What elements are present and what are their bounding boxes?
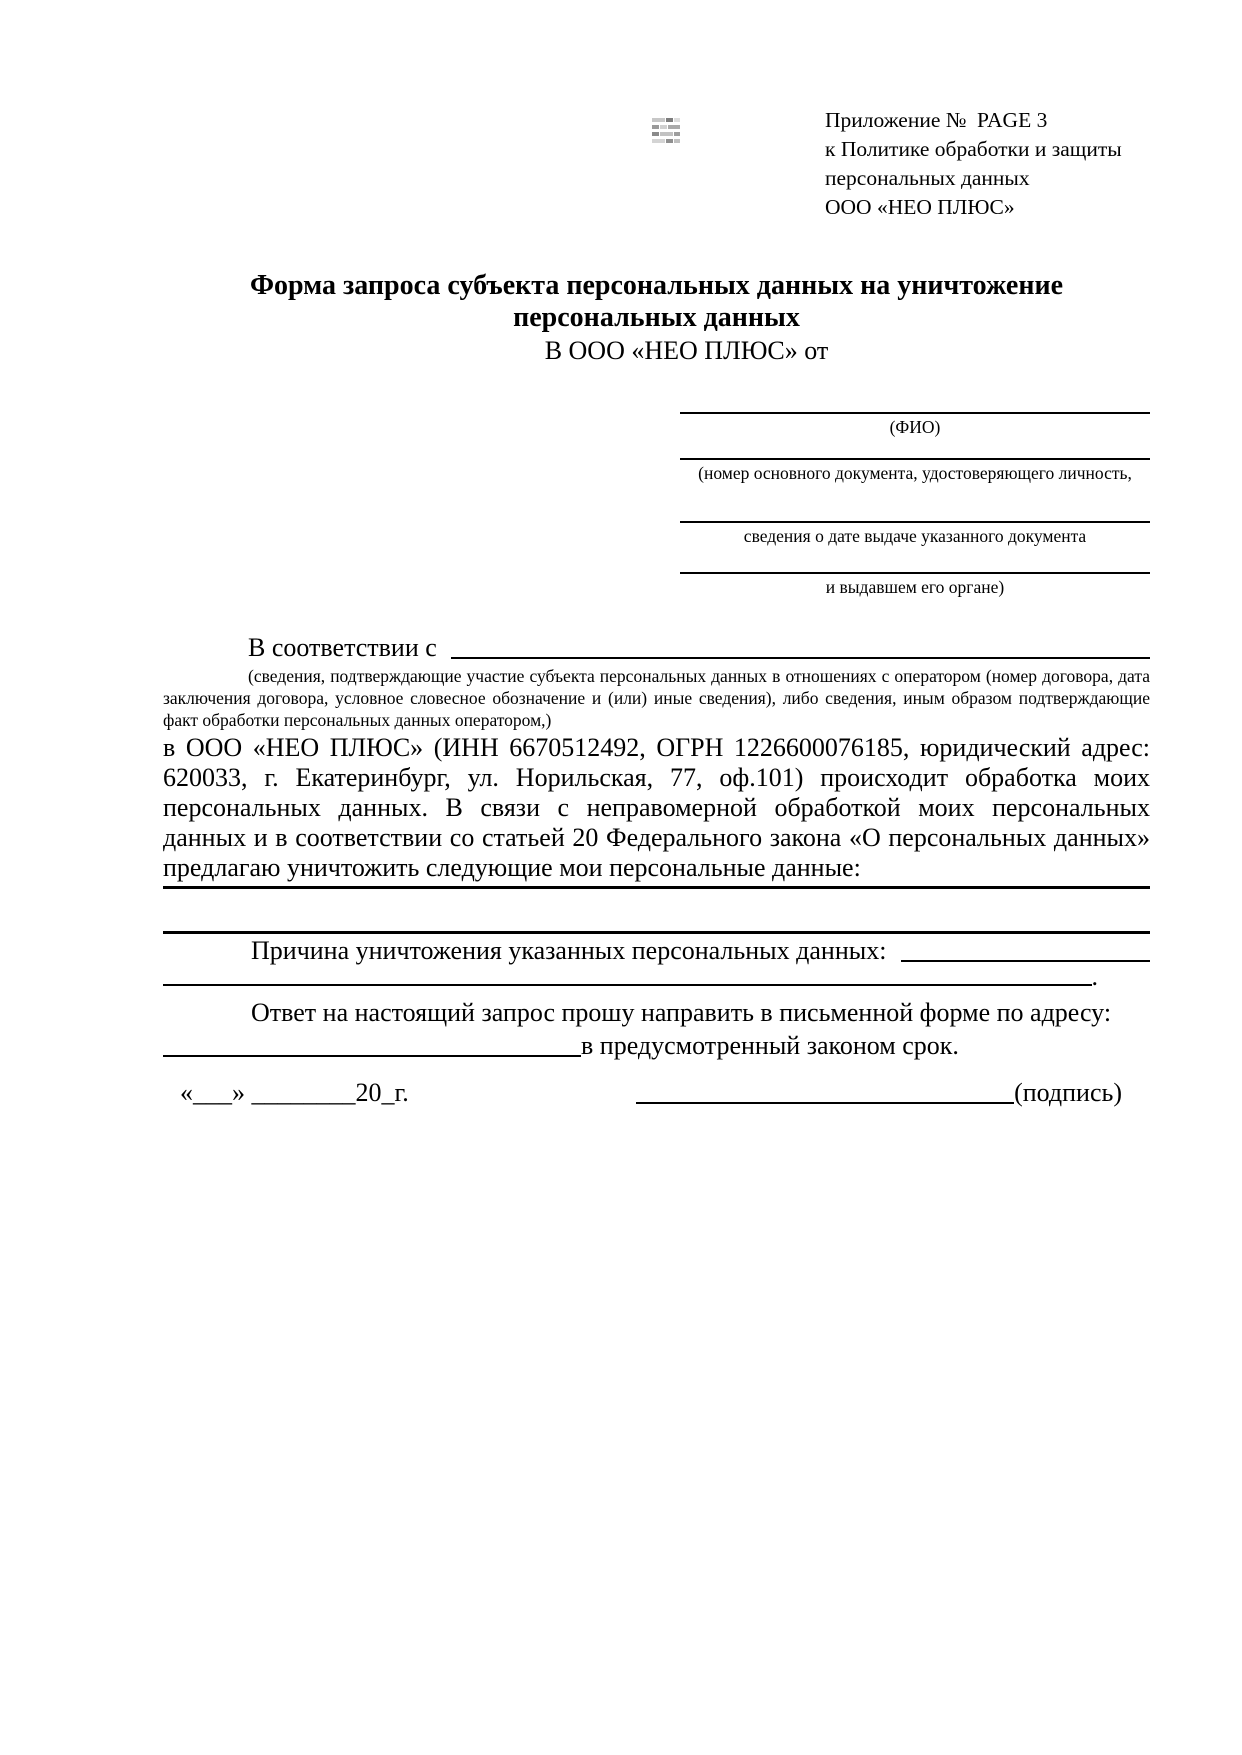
appendix-header xyxy=(825,106,1165,222)
response-request-line: Ответ на настоящий запрос прошу направить в письменной форме по адресу: xyxy=(251,998,1112,1027)
accordance-row xyxy=(163,630,1150,663)
signature-block xyxy=(636,1078,1150,1108)
appendix-policy-line2: персональных данных xyxy=(825,166,1030,190)
addressee-line: В ООО «НЕО ПЛЮС» от xyxy=(544,336,829,365)
accordance-lead: В соответствии с xyxy=(248,633,444,662)
field-fio-caption: (ФИО) xyxy=(889,417,941,437)
reason-label: Причина уничтожения указанных персональных данных: xyxy=(251,936,893,965)
field-fio-blank-line xyxy=(680,412,1150,414)
document-title xyxy=(163,270,1150,334)
reason-line-terminator: . xyxy=(1091,962,1098,991)
reason-continuation-row xyxy=(163,962,1150,990)
field-issuing-authority-blank-line xyxy=(680,572,1150,574)
document-title-line1: Форма запроса субъекта персональных данных на уничтожение xyxy=(249,270,1064,301)
body-paragraph: в ООО «НЕО ПЛЮС» (ИНН 6670512492, ОГРН 1226600076185, юридический адрес: 620033, г. Екатеринбург, ул. Норильская, 77, оф.101) происходит обработка моих персональных данных. В связи с неправомерной обработкой моих персональных данных и в соответствии со статьей 20 Федерального закона «О персональных данных» предлагаю уничтожить следующие мои персональные данные: xyxy=(163,733,1150,882)
field-document-number-blank-line xyxy=(680,458,1150,460)
signature-caption: (подпись) xyxy=(1014,1078,1122,1107)
date-signature-row xyxy=(163,1076,1150,1108)
field-issue-date xyxy=(680,521,1150,547)
data-to-destroy-blank-line-1 xyxy=(163,886,1150,889)
response-term-text: в предусмотренный законом срок. xyxy=(581,1031,959,1060)
appendix-number-line: Приложение № PAGE 3 xyxy=(825,108,1048,132)
document-title-line2: персональных данных xyxy=(513,302,800,333)
field-fio xyxy=(680,412,1150,438)
signature-blank-line xyxy=(636,1102,1014,1104)
accordance-note: (сведения, подтверждающие участие субъекта персональных данных в отношениях с оператором (номер договора, дата заключения договора, условное словесное обозначение и (или) иные сведения), либо сведения, иным образом подтверждающие факт обработки персональных данных оператором,) xyxy=(163,666,1150,730)
data-to-destroy-blank-line-2 xyxy=(163,931,1150,934)
date-fill-in: «___» ________20_г. xyxy=(180,1078,409,1107)
blurred-object-icon xyxy=(652,118,680,149)
field-issuing-authority-caption: и выдавшем его органе) xyxy=(825,577,1005,597)
field-issue-date-caption: сведения о дате выдаче указанного документа xyxy=(743,526,1087,546)
response-address-blank-line xyxy=(163,1055,581,1057)
field-document-number xyxy=(680,458,1150,484)
response-address-row xyxy=(163,1031,1150,1061)
appendix-policy-line: к Политике обработки и защиты xyxy=(825,137,1122,161)
field-document-number-caption: (номер основного документа, удостоверяющего личность, xyxy=(698,463,1132,483)
appendix-org-name: ООО «НЕО ПЛЮС» xyxy=(825,195,1015,219)
accordance-blank-line xyxy=(451,657,1150,659)
reason-continuation-blank-line xyxy=(163,984,1092,986)
field-issuing-authority xyxy=(680,572,1150,598)
field-issue-date-blank-line xyxy=(680,521,1150,523)
